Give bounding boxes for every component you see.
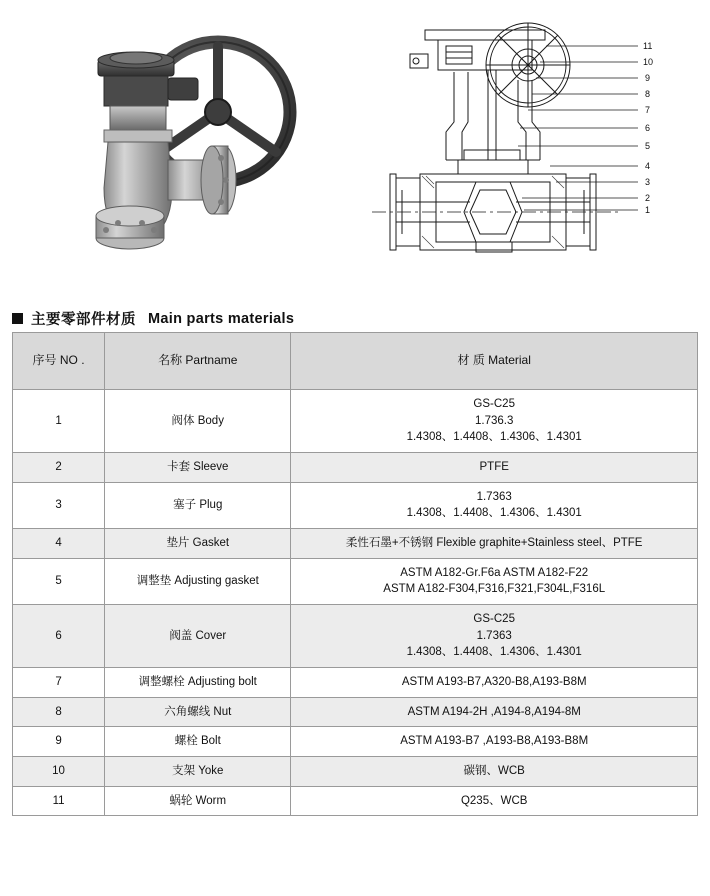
callout-9: 9: [645, 73, 651, 83]
table-row: [13, 529, 698, 559]
table-row: [13, 786, 698, 816]
cell-name: 支架 Yoke: [105, 757, 291, 787]
header-material: 材 质 Material: [291, 333, 698, 390]
cell-material: ASTM A182-Gr.F6a ASTM A182-F22 ASTM A182-F304,F316,F321,F304L,F316L: [291, 558, 698, 604]
cell-name: 阀盖 Cover: [105, 605, 291, 668]
table-row: [13, 605, 698, 668]
valve-cross-section-diagram: [350, 10, 700, 275]
table-row: [13, 558, 698, 604]
cell-material: 1.7363 1.4308、1.4408、1.4306、1.4301: [291, 482, 698, 528]
square-bullet-icon: [12, 313, 23, 324]
cell-no: 3: [13, 482, 105, 528]
cell-material: ASTM A193-B7,A320-B8,A193-B8M: [291, 668, 698, 698]
cell-no: 2: [13, 453, 105, 483]
gearbox: [98, 52, 198, 106]
cell-material: 碳钢、WCB: [291, 757, 698, 787]
valve-photo: [60, 20, 360, 270]
valve-photo-graphic: [60, 20, 360, 270]
cell-name: 阀体 Body: [105, 390, 291, 453]
cell-no: 9: [13, 727, 105, 757]
callout-3: 3: [645, 177, 651, 187]
cell-no: 1: [13, 390, 105, 453]
table-row: [13, 453, 698, 483]
table-row: [13, 482, 698, 528]
section-title-cn: 主要零部件材质: [31, 312, 136, 328]
cell-material: PTFE: [291, 453, 698, 483]
cell-name: 调整垫 Adjusting gasket: [105, 558, 291, 604]
table-row: [13, 697, 698, 727]
cell-no: 10: [13, 757, 105, 787]
cell-name: 蜗轮 Worm: [105, 786, 291, 816]
table-row: [13, 390, 698, 453]
cell-material: 柔性石墨+不锈钢 Flexible graphite+Stainless steel、PTFE: [291, 529, 698, 559]
table-row: [13, 727, 698, 757]
cell-no: 6: [13, 605, 105, 668]
main-parts-materials-table: [12, 332, 698, 816]
cell-material: ASTM A193-B7 ,A193-B8,A193-B8M: [291, 727, 698, 757]
cell-name: 六角螺线 Nut: [105, 697, 291, 727]
callout-8: 8: [645, 89, 651, 99]
callout-10: 10: [643, 57, 654, 67]
cell-material: GS-C25 1.7363 1.4308、1.4408、1.4306、1.4301: [291, 605, 698, 668]
callout-5: 5: [645, 141, 651, 151]
table-row: [13, 668, 698, 698]
header-partname: 名称 Partname: [105, 333, 291, 390]
valve-bonnet: [104, 106, 172, 142]
cell-name: 卡套 Sleeve: [105, 453, 291, 483]
callout-6: 6: [645, 123, 651, 133]
cell-material: ASTM A194-2H ,A194-8,A194-8M: [291, 697, 698, 727]
cell-material: GS-C25 1.736.3 1.4308、1.4408、1.4306、1.4301: [291, 390, 698, 453]
section-title-en: Main parts materials: [148, 310, 295, 327]
header-no: 序号 NO .: [13, 333, 105, 390]
cross-section-graphic: [350, 10, 700, 275]
callout-4: 4: [645, 161, 651, 171]
figures-area: [0, 0, 710, 290]
cell-name: 螺栓 Bolt: [105, 727, 291, 757]
table-header-row: [13, 333, 698, 390]
callout-11: 11: [643, 41, 653, 51]
cell-no: 7: [13, 668, 105, 698]
cell-name: 垫片 Gasket: [105, 529, 291, 559]
cell-name: 塞子 Plug: [105, 482, 291, 528]
callout-2: 2: [645, 193, 651, 203]
cell-material: Q235、WCB: [291, 786, 698, 816]
callout-1: 1: [645, 205, 651, 215]
callout-7: 7: [645, 105, 651, 115]
section-heading: [12, 308, 294, 329]
table-row: [13, 757, 698, 787]
cell-name: 调整螺栓 Adjusting bolt: [105, 668, 291, 698]
cell-no: 11: [13, 786, 105, 816]
cell-no: 5: [13, 558, 105, 604]
cell-no: 4: [13, 529, 105, 559]
cell-no: 8: [13, 697, 105, 727]
